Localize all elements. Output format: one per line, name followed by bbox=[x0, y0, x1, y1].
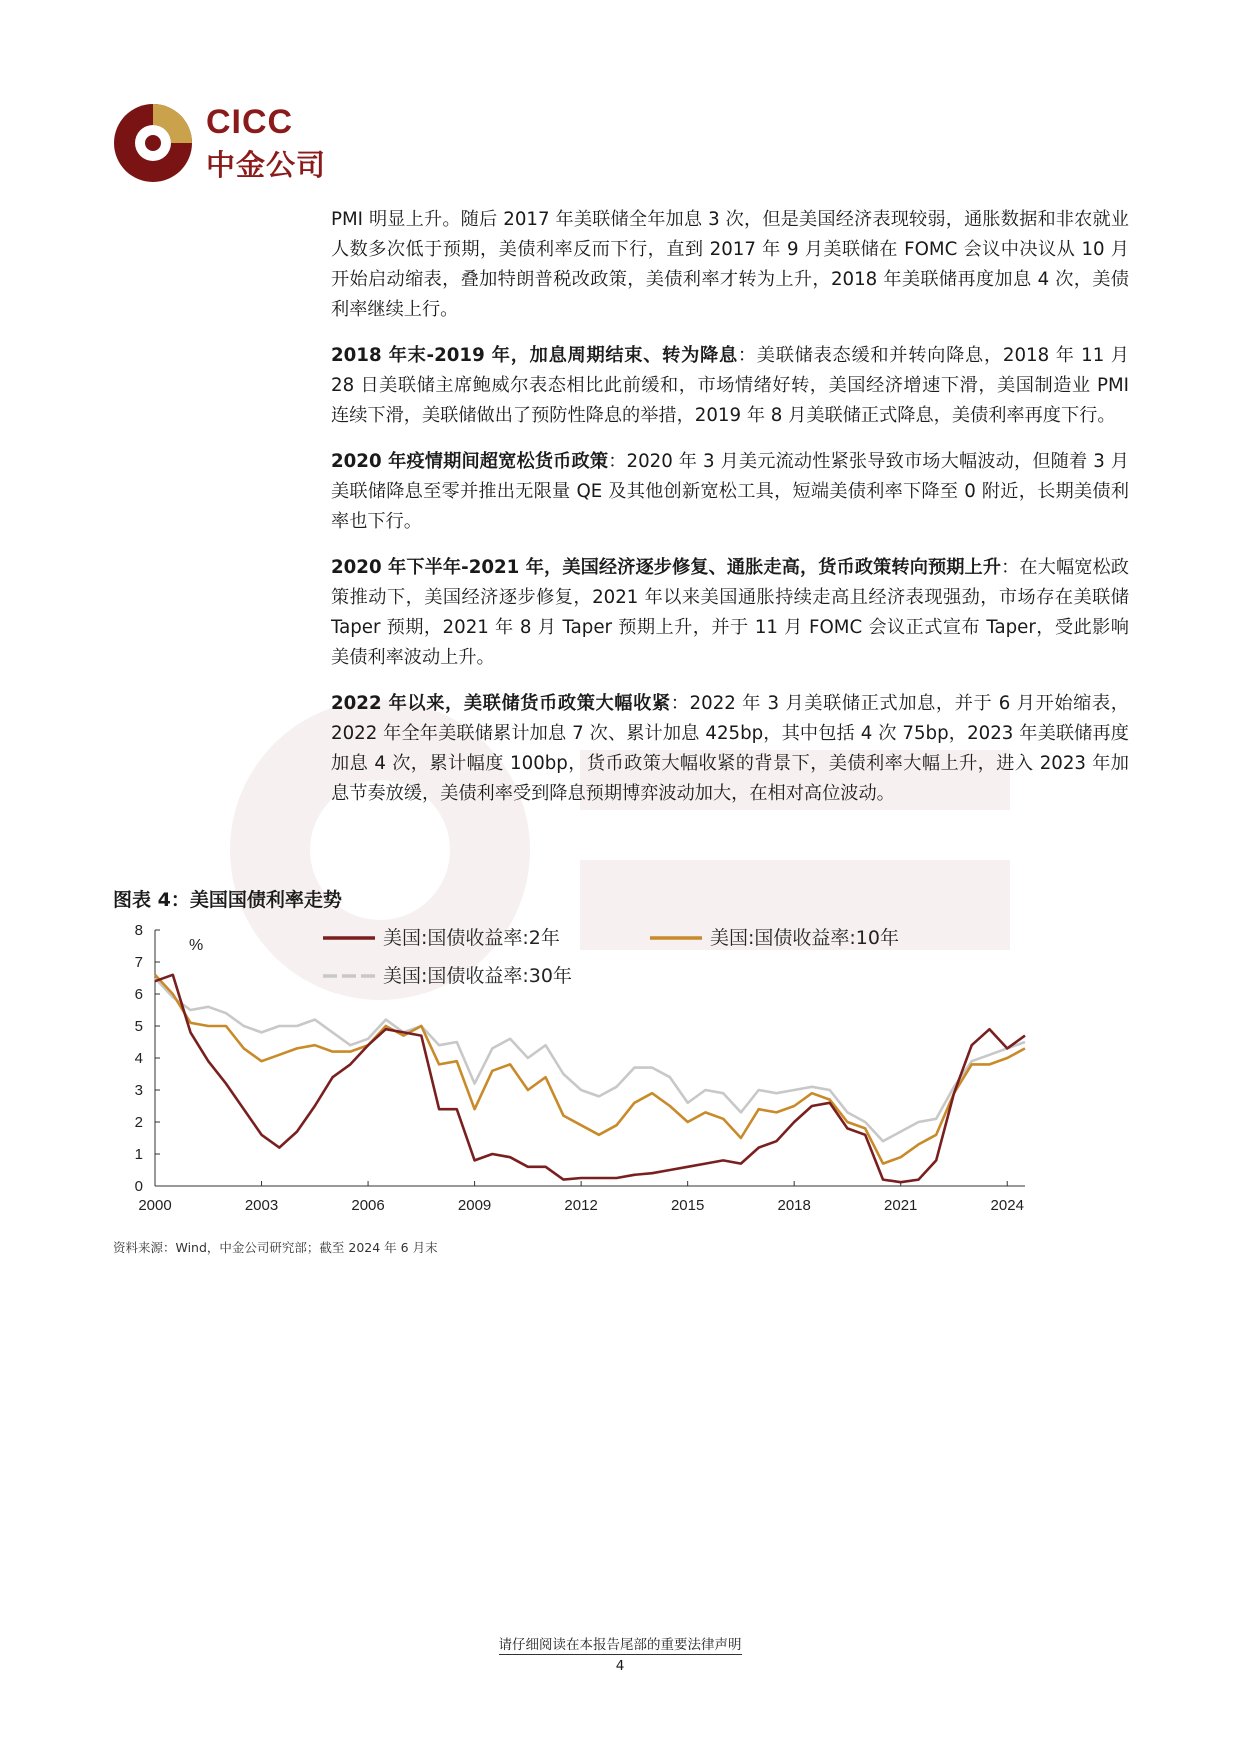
page-number: 4 bbox=[615, 1658, 625, 1674]
y-tick-label: 3 bbox=[134, 1082, 143, 1099]
paragraph-2 bbox=[331, 341, 1129, 431]
series-line-2y bbox=[155, 975, 1025, 1182]
y-tick-label: 5 bbox=[134, 1018, 143, 1035]
paragraph-4-text: ：在大幅宽松政策推动下，美国经济逐步修复，2021 年以来美国通胀持续走高且经济表现强劲，市场存在美联储 Taper 预期，2021 年 8 月 Taper 预期上升，并于 11 月 FOMC 会议正式宣布 Taper，受此影响美债利率波动上升。 bbox=[331, 557, 1129, 668]
x-tick-label: 2015 bbox=[670, 1197, 705, 1214]
y-tick-label: 8 bbox=[134, 922, 143, 939]
series-line-30y bbox=[155, 978, 1025, 1141]
paragraph-1-text: PMI 明显上升。随后 2017 年美联储全年加息 3 次，但是美国经济表现较弱，通胀数据和非农就业人数多次低于预期，美债利率反而下行，直到 2017 年 9 月美联储在 FOMC 会议中决议从 10 月开始启动缩表，叠加特朗普税改政策，美债利率才转为上升，2018 年美联储再度加息 4 次，美债利率继续上行。 bbox=[331, 209, 1129, 320]
paragraph-3 bbox=[331, 447, 1129, 537]
y-tick-label: 4 bbox=[134, 1050, 143, 1067]
y-tick-label: 2 bbox=[134, 1114, 143, 1131]
paragraph-4 bbox=[331, 553, 1129, 673]
paragraph-4-lead: 2020 年下半年-2021 年，美国经济逐步修复、通胀走高，货币政策转向预期上升 bbox=[331, 557, 1002, 578]
y-tick-label: 7 bbox=[134, 954, 143, 971]
paragraph-5 bbox=[331, 689, 1129, 809]
paragraph-1 bbox=[331, 205, 1129, 325]
x-tick-label: 2021 bbox=[884, 1197, 918, 1214]
y-tick-label: 0 bbox=[134, 1178, 143, 1195]
cicc-logo-icon bbox=[113, 103, 193, 183]
logo-text-cn: 中金公司 bbox=[206, 148, 327, 182]
y-tick-label: 1 bbox=[134, 1146, 143, 1163]
x-tick-label: 2003 bbox=[244, 1197, 279, 1214]
legend-label-3: 美国:国债收益率:30年 bbox=[383, 965, 572, 987]
logo-text-en: CICC bbox=[206, 103, 294, 141]
paragraph-3-text: ：2020 年 3 月美元流动性紧张导致市场大幅波动，但随着 3 月美联储降息至零并推出无限量 QE 及其他创新宽松工具，短端美债利率下降至 0 附近，长期美债利率也下行。 bbox=[331, 451, 1129, 532]
x-tick-label: 2018 bbox=[777, 1197, 811, 1214]
y-unit-label: % bbox=[189, 937, 204, 954]
legend-label-1: 美国:国债收益率:2年 bbox=[383, 927, 560, 949]
x-tick-label: 2006 bbox=[351, 1197, 385, 1214]
paragraph-5-lead: 2022 年以来，美联储货币政策大幅收紧 bbox=[331, 693, 671, 714]
figure-source: 资料来源：Wind，中金公司研究部；截至 2024 年 6 月末 bbox=[113, 1240, 438, 1255]
x-tick-label: 2000 bbox=[138, 1197, 172, 1214]
legend-label-2: 美国:国债收益率:10年 bbox=[710, 927, 899, 949]
figure-title: 图表 4：美国国债利率走势 bbox=[113, 889, 342, 911]
paragraph-2-lead: 2018 年末-2019 年，加息周期结束、转为降息 bbox=[331, 345, 738, 366]
paragraph-5-text: ：2022 年 3 月美联储正式加息，并于 6 月开始缩表，2022 年全年美联储累计加息 7 次、累计加息 425bp，其中包括 4 次 75bp，2023 年美联储再度加息 4 次，累计幅度 100bp，货币政策大幅收紧的背景下，美债利率大幅上升，进入 2023 年加息节奏放缓，美债利率受到降息预期博弈波动加大，在相对高位波动。 bbox=[331, 693, 1129, 804]
cicc-logo bbox=[113, 103, 333, 188]
x-tick-label: 2009 bbox=[457, 1197, 492, 1214]
paragraph-3-lead: 2020 年疫情期间超宽松货币政策 bbox=[331, 451, 609, 472]
treasury-yield-chart bbox=[113, 918, 1043, 1223]
legal-notice-text: 请仔细阅读在本报告尾部的重要法律声明 bbox=[498, 1637, 742, 1653]
paragraph-2-text: ：美联储表态缓和并转向降息，2018 年 11 月 28 日美联储主席鲍威尔表态相比此前缓和，市场情绪好转，美国经济增速下滑，美国制造业 PMI 连续下滑，美联储做出了预防性降息的举措，2019 年 8 月美联储正式降息，美债利率再度下行。 bbox=[331, 345, 1129, 426]
report-body bbox=[331, 205, 1129, 825]
legal-notice bbox=[0, 1633, 1240, 1653]
x-tick-label: 2024 bbox=[990, 1197, 1024, 1214]
x-tick-label: 2012 bbox=[564, 1197, 598, 1214]
y-tick-label: 6 bbox=[134, 986, 143, 1003]
